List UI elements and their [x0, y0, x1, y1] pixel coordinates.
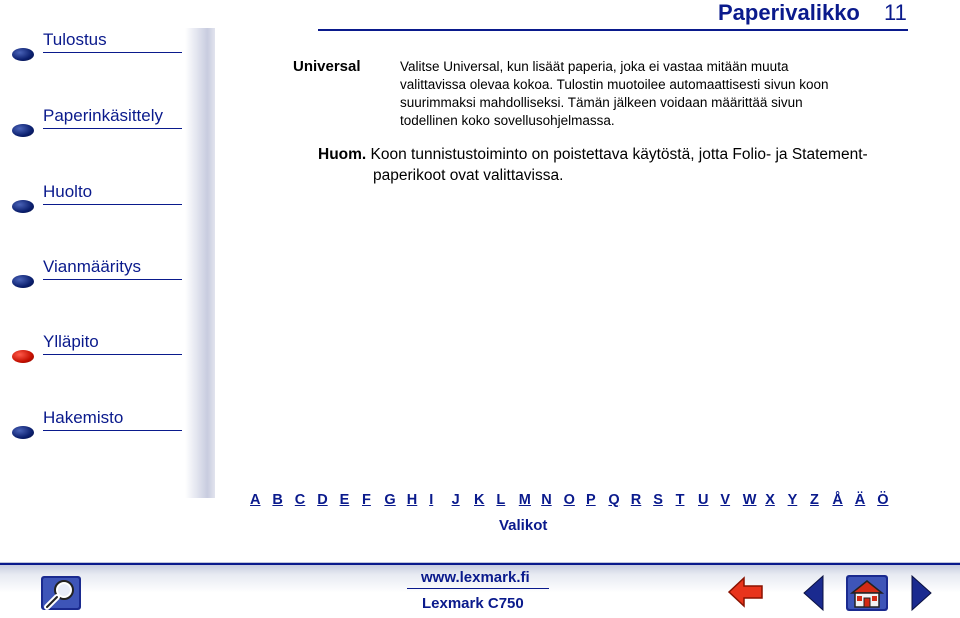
page-title: Paperivalikko	[718, 0, 860, 25]
index-letter-link[interactable]: J	[451, 492, 460, 508]
sidebar-item-underline	[43, 430, 182, 431]
footer-divider	[0, 563, 960, 565]
search-button[interactable]	[38, 573, 86, 613]
blue-bullet-icon	[12, 124, 34, 137]
index-letter-link[interactable]: U	[698, 492, 709, 508]
previous-page-button[interactable]	[801, 574, 825, 612]
sidebar-item-label: Hakemisto	[43, 408, 124, 427]
sidebar-item-vianmaaritys[interactable]	[0, 257, 182, 297]
index-letter-link[interactable]: X	[765, 492, 775, 508]
sidebar-item-underline	[43, 128, 182, 129]
index-letter-link[interactable]: L	[496, 492, 506, 508]
index-letter-link[interactable]: R	[630, 492, 642, 508]
sidebar-navigation	[0, 0, 215, 560]
red-bullet-icon	[12, 350, 34, 363]
blue-bullet-icon	[12, 200, 34, 213]
sidebar-item-label: Tulostus	[43, 30, 107, 49]
header-divider	[318, 29, 908, 31]
sidebar-item-underline	[43, 279, 182, 280]
index-letter-link[interactable]: H	[406, 492, 418, 508]
index-letter-link[interactable]: Å	[832, 492, 843, 508]
website-link[interactable]: www.lexmark.fi	[421, 569, 530, 586]
sidebar-item-paperinkasittely[interactable]	[0, 106, 182, 146]
note-text-continued: paperikoot ovat valittavissa.	[373, 167, 564, 184]
sidebar-item-label: Ylläpito	[43, 332, 99, 351]
index-letter-link[interactable]: S	[653, 492, 663, 508]
index-letter-link[interactable]: Q	[608, 492, 620, 508]
note-block	[318, 144, 908, 186]
sidebar-item-huolto[interactable]	[0, 182, 182, 222]
blue-bullet-icon	[12, 275, 34, 288]
back-button[interactable]	[727, 575, 765, 609]
index-letter-link[interactable]: M	[518, 492, 531, 508]
index-letter-link[interactable]: Y	[787, 492, 798, 508]
sidebar-item-underline	[43, 204, 182, 205]
index-letter-link[interactable]: F	[362, 492, 371, 508]
next-page-button[interactable]	[910, 574, 934, 612]
sidebar-item-label: Vianmääritys	[43, 257, 141, 276]
note-text: Koon tunnistustoiminto on poistettava käytöstä, jotta Folio- ja Statement-	[370, 146, 868, 163]
magnifier-icon	[38, 573, 86, 613]
product-name: Lexmark C750	[422, 595, 524, 612]
previous-page-icon	[801, 574, 825, 612]
index-letter-link[interactable]: Ö	[877, 492, 889, 508]
index-letter-link[interactable]: K	[474, 492, 485, 508]
blue-bullet-icon	[12, 426, 34, 439]
index-letter-link[interactable]: G	[384, 492, 396, 508]
index-letter-link[interactable]: V	[720, 492, 731, 508]
index-letter-link[interactable]: Ä	[854, 492, 866, 508]
index-letter-link[interactable]: D	[317, 492, 328, 508]
note-label: Huom.	[318, 146, 367, 163]
index-letter-link[interactable]: Z	[810, 492, 819, 508]
index-letter-link[interactable]: I	[429, 492, 434, 508]
sidebar-item-label: Paperinkäsittely	[43, 106, 164, 125]
sidebar-item-underline	[43, 354, 182, 355]
index-letter-link[interactable]: N	[541, 492, 552, 508]
home-button[interactable]	[844, 573, 890, 613]
blue-bullet-icon	[12, 48, 34, 61]
index-letter-link[interactable]: P	[586, 492, 596, 508]
sidebar-item-tulostus[interactable]	[0, 30, 182, 70]
option-term: Universal	[293, 58, 361, 75]
index-letter-link[interactable]: B	[272, 492, 283, 508]
sidebar-item-hakemisto[interactable]	[0, 408, 182, 448]
index-letter-link[interactable]: E	[339, 492, 350, 508]
index-letter-link[interactable]: T	[675, 492, 685, 508]
next-page-icon	[910, 574, 934, 612]
index-letter-link[interactable]: C	[294, 492, 306, 508]
home-icon	[844, 573, 890, 613]
sidebar-item-underline	[43, 52, 182, 53]
sidebar-item-label: Huolto	[43, 182, 93, 201]
sidebar-shade	[185, 28, 215, 498]
website-link-underline	[407, 588, 549, 589]
index-letter-link[interactable]: W	[742, 492, 757, 508]
index-letter-link[interactable]: A	[250, 492, 261, 508]
index-letter-link[interactable]: O	[563, 492, 575, 508]
option-description: Valitse Universal, kun lisäät paperia, joka ei vastaa mitään muuta valittavissa olevaa kokoa. Tulostin muotoilee automaattisesti sivun koon suurimmaksi mahdolliseksi. Tämän jälkeen voidaan määrittää sivun todellinen koko sovellusohjelmassa.	[400, 59, 829, 128]
back-arrow-icon	[727, 575, 765, 609]
menus-link[interactable]: Valikot	[499, 517, 548, 534]
page-number: 11	[884, 0, 907, 25]
sidebar-item-yllapito[interactable]	[0, 332, 182, 372]
